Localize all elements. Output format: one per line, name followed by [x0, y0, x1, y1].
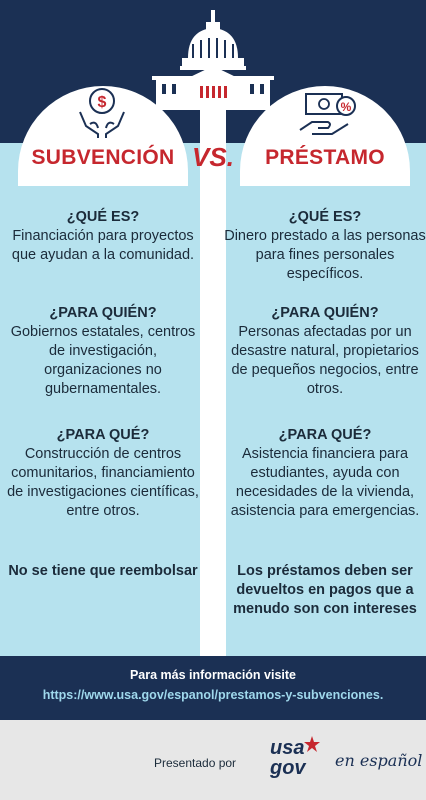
right-title: PRÉSTAMO — [265, 146, 385, 169]
footer-info-text: Para más información visite — [129, 668, 297, 682]
footer-band — [0, 656, 426, 720]
left-why-section — [4, 426, 202, 521]
right-note: Los préstamos deben ser devueltos en pagos que a menudo son con intereses — [233, 563, 417, 617]
left-why-heading: ¿PARA QUÉ? — [56, 427, 150, 443]
left-who-section — [4, 304, 202, 399]
svg-text:$: $ — [97, 94, 107, 111]
right-why-heading: ¿PARA QUÉ? — [278, 427, 372, 443]
right-who-heading: ¿PARA QUIÉN? — [271, 305, 379, 321]
left-what-text: Financiación para proyectos que ayudan a la comunidad. — [11, 228, 195, 263]
left-who-heading: ¿PARA QUIÉN? — [49, 305, 157, 321]
right-who-section — [224, 304, 426, 399]
hands-holding-dollar-coin-icon — [76, 86, 128, 140]
right-who-text: Personas afectadas por un desastre natural, propietarios de pequeños negocios, entre otros. — [231, 324, 419, 397]
capitol-column — [200, 108, 226, 656]
right-what-heading: ¿QUÉ ES? — [288, 209, 362, 225]
left-note: No se tiene que reembolsar — [8, 563, 198, 579]
right-why-text: Asistencia financiera para estudiantes, ayuda con necesidades de la vivienda, asistencia para emergencias. — [230, 446, 420, 519]
right-what-text: Dinero prestado a las personas para fines personales específicos. — [224, 228, 426, 282]
en-espanol-text: en español — [335, 751, 423, 770]
usagov-logo[interactable] — [262, 734, 334, 782]
svg-text:%: % — [340, 100, 352, 114]
logo-gov-text: gov — [270, 757, 306, 779]
star-icon — [304, 736, 320, 752]
right-why-section — [224, 426, 426, 521]
left-title: SUBVENCIÓN — [31, 146, 175, 169]
vs-label: VS. — [192, 142, 234, 172]
presented-by-text: Presentado por — [154, 756, 237, 770]
footer-link[interactable]: https://www.usa.gov/espanol/prestamos-y-subvenciones. — [42, 688, 384, 702]
left-who-text: Gobiernos estatales, centros de investigación, organizaciones no gubernamentales. — [10, 324, 196, 397]
hand-holding-cash-percent-icon — [298, 90, 362, 140]
logo-usa-text: usa — [270, 737, 305, 759]
left-why-text: Construcción de centros comunitarios, financiamiento de investigaciones científicas, entre otros. — [7, 446, 199, 519]
left-what-section — [4, 208, 202, 265]
left-what-heading: ¿QUÉ ES? — [66, 209, 140, 225]
right-what-section — [224, 208, 426, 284]
